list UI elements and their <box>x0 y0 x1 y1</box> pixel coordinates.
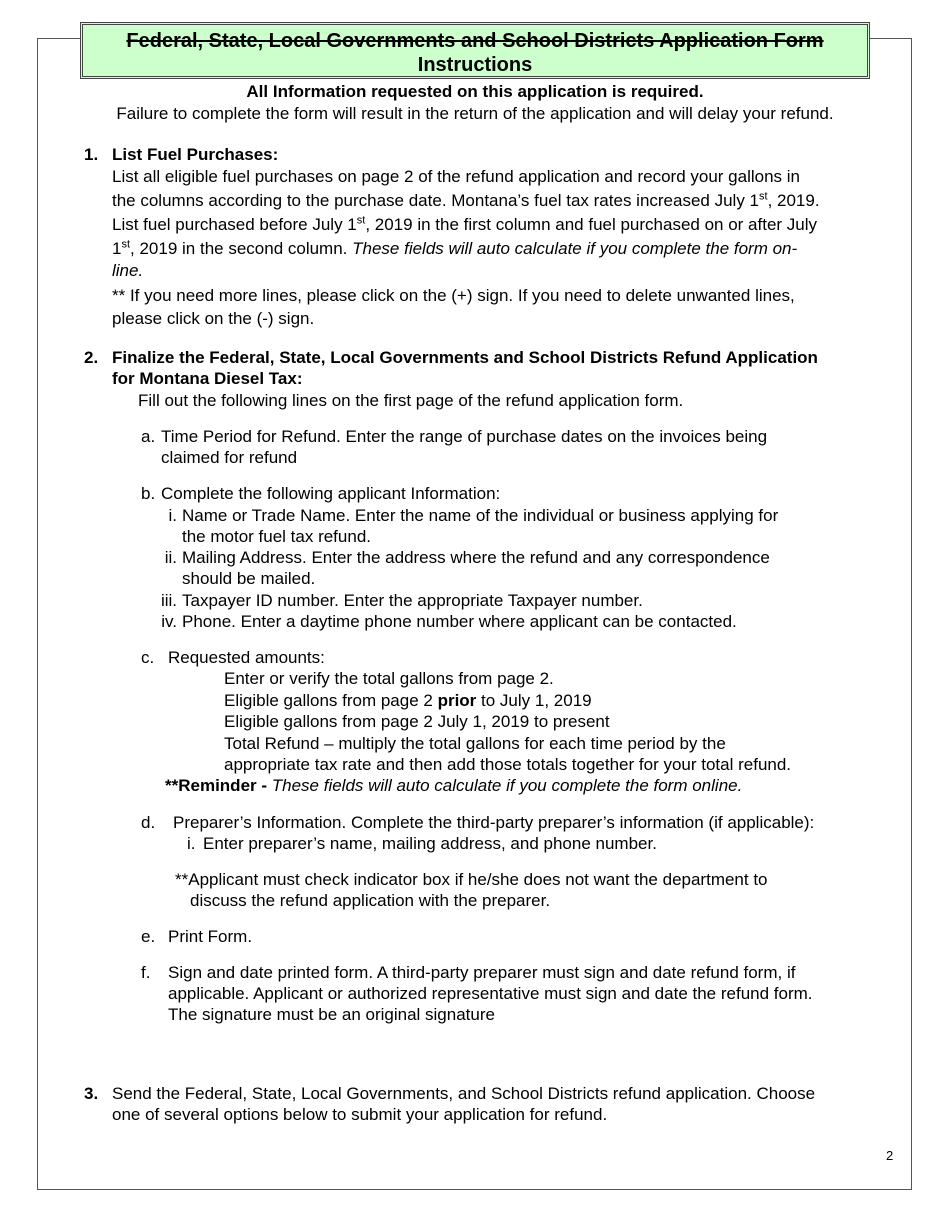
preparer-note: discuss the refund application with the preparer. <box>190 891 551 910</box>
step1-number: 1. <box>84 145 99 164</box>
title-box <box>80 22 870 79</box>
step2-intro: Fill out the following lines on the first page of the refund application form. <box>138 391 684 410</box>
step3-line: one of several options below to submit your application for refund. <box>112 1105 608 1124</box>
step2-heading: Finalize the Federal, State, Local Governments and School Districts Refund Application <box>112 348 818 367</box>
sub-item-text: Taxpayer ID number. Enter the appropriate Taxpayer number. <box>182 591 643 610</box>
sub-item-text: Mailing Address. Enter the address where the refund and any correspondence <box>182 548 770 567</box>
step3-number: 3. <box>84 1084 99 1103</box>
step1-line: List all eligible fuel purchases on page 2 of the refund application and record your gallons in <box>112 167 801 186</box>
sub-item-text: Phone. Enter a daytime phone number where applicant can be contacted. <box>182 612 737 631</box>
item-e-label: e. <box>141 927 156 946</box>
sub-item-text: the motor fuel tax refund. <box>182 527 371 546</box>
sub-item-text: Enter preparer’s name, mailing address, and phone number. <box>203 834 657 853</box>
item-c-line: Enter or verify the total gallons from page 2. <box>224 669 554 688</box>
item-b-label: b. <box>141 484 156 503</box>
item-d-label: d. <box>141 813 156 832</box>
step1-line: the columns according to the purchase date. Montana’s fuel tax rates increased July 1st, 2019. <box>112 190 820 210</box>
item-e-text: Print Form. <box>168 927 253 946</box>
step2-heading: for Montana Diesel Tax: <box>112 369 303 388</box>
item-f-label: f. <box>141 963 151 982</box>
item-c-intro: Requested amounts: <box>168 648 325 667</box>
sub-item-number: i. <box>168 506 177 525</box>
sub-item-number: ii. <box>164 548 177 567</box>
item-c-line: Total Refund – multiply the total gallons for each time period by the <box>224 734 726 753</box>
item-d-text: Preparer’s Information. Complete the third-party preparer’s information (if applicable): <box>173 813 815 832</box>
item-a-label: a. <box>141 427 156 446</box>
sub-item-number: iv. <box>161 612 177 631</box>
title-line-2: Instructions <box>417 54 533 76</box>
page-number: 2 <box>886 1148 894 1163</box>
step2-number: 2. <box>84 348 99 367</box>
preparer-note: **Applicant must check indicator box if he/she does not want the department to <box>175 870 768 889</box>
item-f-text: The signature must be an original signature <box>168 1005 495 1024</box>
sub-item-text: should be mailed. <box>182 569 316 588</box>
item-a-text: claimed for refund <box>161 448 298 467</box>
item-b-intro: Complete the following applicant Information: <box>161 484 501 503</box>
sub-item-text: Name or Trade Name. Enter the name of the individual or business applying for <box>182 506 779 525</box>
notice-bold: All Information requested on this application is required. <box>246 82 704 101</box>
step1-line: please click on the (-) sign. <box>112 309 315 328</box>
item-c-label: c. <box>141 648 155 667</box>
item-a-text: Time Period for Refund. Enter the range of purchase dates on the invoices being <box>161 427 768 446</box>
item-c-line: Eligible gallons from page 2 prior to July 1, 2019 <box>224 691 592 710</box>
item-f-text: applicable. Applicant or authorized representative must sign and date the refund form. <box>168 984 813 1003</box>
step1-line: 1st, 2019 in the second column. These fields will auto calculate if you complete the form on- <box>112 238 798 258</box>
item-c-line: Eligible gallons from page 2 July 1, 2019 to present <box>224 712 610 731</box>
item-c-line: appropriate tax rate and then add those totals together for your total refund. <box>224 755 792 774</box>
item-f-text: Sign and date printed form. A third-party preparer must sign and date refund form, if <box>168 963 796 982</box>
title-line-1: Federal, State, Local Governments and School Districts Application Form <box>126 30 824 52</box>
sub-item-number: i. <box>187 834 196 853</box>
step1-line: line. <box>112 261 144 280</box>
sub-item-number: iii. <box>160 591 177 610</box>
step1-heading: List Fuel Purchases: <box>112 145 279 164</box>
step3-line: Send the Federal, State, Local Governments, and School Districts refund application. Choose <box>112 1084 816 1103</box>
notice-text: Failure to complete the form will result in the return of the application and will delay your refund. <box>116 104 834 123</box>
step1-line: List fuel purchased before July 1st, 2019 in the first column and fuel purchased on or after July <box>112 214 818 234</box>
step1-line: ** If you need more lines, please click on the (+) sign. If you need to delete unwanted lines, <box>112 286 795 305</box>
reminder: **Reminder - These fields will auto calculate if you complete the form online. <box>165 776 743 795</box>
